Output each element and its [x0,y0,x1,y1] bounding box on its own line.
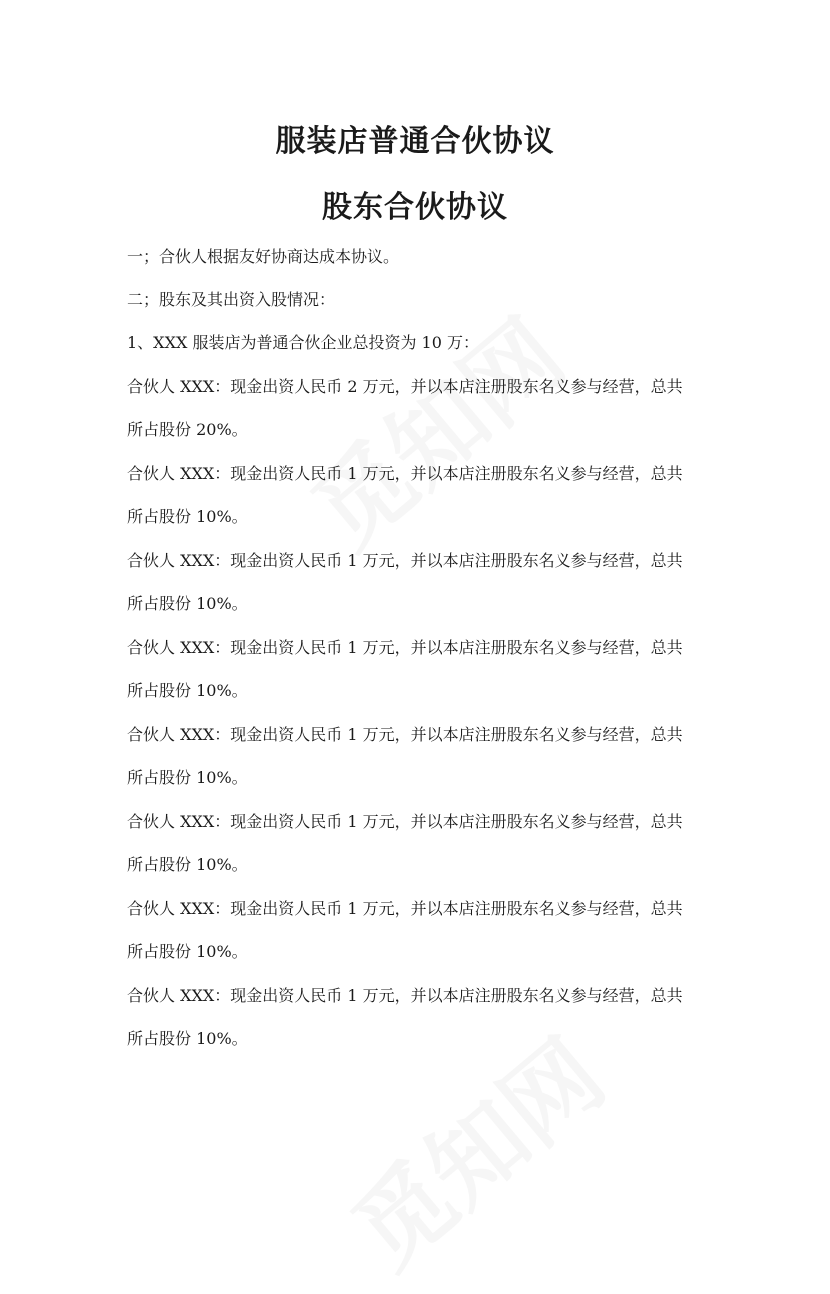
partner-share: 所占股份 10%。 [127,507,248,526]
paragraph-total-investment: 1、XXX 服装店为普通合伙企业总投资为 10 万： [127,333,479,352]
partner-share: 所占股份 10%。 [127,594,248,613]
partner-share: 所占股份 10%。 [127,942,248,961]
partner-share: 所占股份 10%。 [127,681,248,700]
partner-contribution: 合伙人 XXX：现金出资人民币 1 万元，并以本店注册股东名义参与经营，总共 [127,464,683,483]
watermark [320,1003,629,1293]
partner-share: 所占股份 20%。 [127,420,248,439]
partner-share: 所占股份 10%。 [127,855,248,874]
partner-contribution: 合伙人 XXX：现金出资人民币 1 万元，并以本店注册股东名义参与经营，总共 [127,638,683,657]
document-title: 服装店普通合伙协议 [275,124,555,159]
watermark [280,283,589,573]
partner-contribution: 合伙人 XXX：现金出资人民币 1 万元，并以本店注册股东名义参与经营，总共 [127,725,683,744]
partner-contribution: 合伙人 XXX：现金出资人民币 1 万元，并以本店注册股东名义参与经营，总共 [127,986,683,1005]
document-subtitle: 股东合伙协议 [322,190,508,225]
partner-share: 所占股份 10%。 [127,1029,248,1048]
partner-contribution: 合伙人 XXX：现金出资人民币 1 万元，并以本店注册股东名义参与经营，总共 [127,551,683,570]
partner-share: 所占股份 10%。 [127,768,248,787]
partner-contribution: 合伙人 XXX：现金出资人民币 1 万元，并以本店注册股东名义参与经营，总共 [127,899,683,918]
partner-contribution: 合伙人 XXX：现金出资人民币 2 万元，并以本店注册股东名义参与经营，总共 [127,377,683,396]
paragraph-shareholder-heading: 二；股东及其出资入股情况： [127,290,336,309]
partner-contribution: 合伙人 XXX：现金出资人民币 1 万元，并以本店注册股东名义参与经营，总共 [127,812,683,831]
paragraph-agreement-basis: 一；合伙人根据友好协商达成本协议。 [127,247,400,266]
